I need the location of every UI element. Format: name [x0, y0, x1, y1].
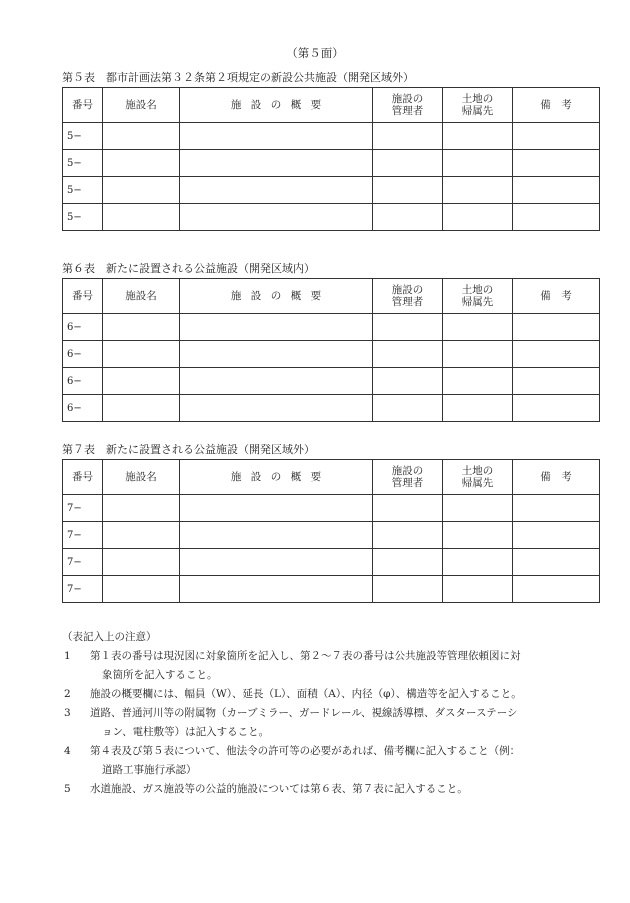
- table-7: [62, 459, 600, 603]
- table-row: [63, 549, 600, 576]
- cell-summary[interactable]: [180, 314, 373, 341]
- table-7-title: 第７表 新たに設置される公益施設（開発区域外）: [62, 443, 315, 456]
- cell-name[interactable]: [103, 495, 180, 522]
- cell-land[interactable]: [443, 495, 513, 522]
- table-6: [62, 278, 600, 422]
- cell-manager[interactable]: [373, 204, 443, 231]
- note-number: 1: [64, 650, 71, 662]
- cell-summary[interactable]: [180, 549, 373, 576]
- cell-manager[interactable]: [373, 368, 443, 395]
- cell-remarks[interactable]: [513, 368, 600, 395]
- cell-remarks[interactable]: [513, 341, 600, 368]
- cell-land[interactable]: [443, 150, 513, 177]
- cell-manager[interactable]: [373, 395, 443, 422]
- notes-title: （表記入上の注意）: [62, 631, 157, 643]
- cell-name[interactable]: [103, 395, 180, 422]
- col-header-no: 番号: [63, 279, 103, 314]
- row-number: 7−: [63, 549, 103, 576]
- table-row: [63, 395, 600, 422]
- cell-land[interactable]: [443, 576, 513, 603]
- table-5-title: 第５表 都市計画法第３２条第２項規定の新設公共施設（開発区域外）: [62, 71, 414, 84]
- cell-name[interactable]: [103, 341, 180, 368]
- cell-manager[interactable]: [373, 341, 443, 368]
- note-text: 水道施設、ガス施設等の公益的施設については第６表、第７表に記入すること。: [90, 783, 468, 795]
- note-text: 第１表の番号は現況図に対象箇所を記入し、第２～７表の番号は公共施設等管理依頼図に対 象箇所を記入すること。: [90, 650, 521, 681]
- col-header-manager: 施設の 管理者: [373, 279, 443, 314]
- table-row: [63, 177, 600, 204]
- cell-land[interactable]: [443, 395, 513, 422]
- note-text: 施設の概要欄には、幅員（W）、延長（L）、面積（A）、内径（φ）、構造等を記入すること。: [90, 688, 522, 700]
- cell-land[interactable]: [443, 314, 513, 341]
- row-number: 7−: [63, 576, 103, 603]
- row-number: 6−: [63, 314, 103, 341]
- header-row: [63, 279, 600, 314]
- row-number: 6−: [63, 341, 103, 368]
- cell-summary[interactable]: [180, 495, 373, 522]
- cell-name[interactable]: [103, 522, 180, 549]
- cell-name[interactable]: [103, 150, 180, 177]
- cell-remarks[interactable]: [513, 522, 600, 549]
- col-header-summary: 施設の概要: [180, 460, 373, 495]
- cell-name[interactable]: [103, 368, 180, 395]
- cell-land[interactable]: [443, 123, 513, 150]
- row-number: 6−: [63, 395, 103, 422]
- col-header-no: 番号: [63, 460, 103, 495]
- note-item: [62, 742, 587, 780]
- table-7-section: [62, 443, 599, 603]
- cell-remarks[interactable]: [513, 204, 600, 231]
- table-6-title: 第６表 新たに設置される公益施設（開発区域内）: [62, 262, 315, 275]
- col-header-name: 施設名: [103, 88, 180, 123]
- cell-land[interactable]: [443, 368, 513, 395]
- note-number: 2: [64, 688, 71, 700]
- cell-summary[interactable]: [180, 123, 373, 150]
- cell-manager[interactable]: [373, 177, 443, 204]
- table-6-section: [62, 262, 599, 422]
- note-number: 5: [64, 783, 71, 795]
- cell-remarks[interactable]: [513, 549, 600, 576]
- cell-remarks[interactable]: [513, 495, 600, 522]
- cell-remarks[interactable]: [513, 576, 600, 603]
- cell-manager[interactable]: [373, 495, 443, 522]
- table-row: [63, 150, 600, 177]
- table-row: [63, 341, 600, 368]
- header-row: [63, 460, 600, 495]
- row-number: 5−: [63, 177, 103, 204]
- row-number: 5−: [63, 123, 103, 150]
- note-text: 道路、普通河川等の附属物（カーブミラー、ガードレール、視線誘導標、ダスターステーシ ョン、電柱敷等）は記入すること。: [90, 707, 518, 738]
- table-row: [63, 314, 600, 341]
- notes-section: [62, 628, 587, 799]
- cell-name[interactable]: [103, 204, 180, 231]
- row-number: 7−: [63, 495, 103, 522]
- cell-name[interactable]: [103, 177, 180, 204]
- note-item: [62, 647, 587, 685]
- cell-land[interactable]: [443, 549, 513, 576]
- row-number: 7−: [63, 522, 103, 549]
- page-label: （第５面）: [286, 46, 344, 60]
- cell-land[interactable]: [443, 204, 513, 231]
- row-number: 6−: [63, 368, 103, 395]
- cell-manager[interactable]: [373, 522, 443, 549]
- note-text: 第４表及び第５表について、他法令の許可等の必要があれば、備考欄に記入すること（例： 道路工事施行承認）: [90, 745, 521, 776]
- cell-manager[interactable]: [373, 150, 443, 177]
- col-header-name: 施設名: [103, 460, 180, 495]
- table-row: [63, 123, 600, 150]
- col-header-land: 土地の 帰属先: [443, 279, 513, 314]
- table-row: [63, 204, 600, 231]
- cell-summary[interactable]: [180, 150, 373, 177]
- note-item: [62, 780, 587, 799]
- table-row: [63, 368, 600, 395]
- cell-remarks[interactable]: [513, 395, 600, 422]
- row-number: 5−: [63, 150, 103, 177]
- table-5: [62, 87, 600, 231]
- cell-remarks[interactable]: [513, 177, 600, 204]
- col-header-remarks: 備考: [513, 279, 600, 314]
- cell-manager[interactable]: [373, 549, 443, 576]
- table-5-section: [62, 71, 599, 231]
- header-row: [63, 88, 600, 123]
- note-item: [62, 685, 587, 704]
- col-header-summary: 施設の概要: [180, 88, 373, 123]
- col-header-manager: 施設の 管理者: [373, 460, 443, 495]
- note-number: 3: [64, 707, 71, 719]
- col-header-remarks: 備考: [513, 88, 600, 123]
- note-item: [62, 704, 587, 742]
- note-number: 4: [64, 745, 71, 757]
- cell-land[interactable]: [443, 522, 513, 549]
- cell-remarks[interactable]: [513, 314, 600, 341]
- cell-name[interactable]: [103, 576, 180, 603]
- col-header-no: 番号: [63, 88, 103, 123]
- col-header-manager: 施設の 管理者: [373, 88, 443, 123]
- cell-land[interactable]: [443, 341, 513, 368]
- table-row: [63, 576, 600, 603]
- cell-manager[interactable]: [373, 123, 443, 150]
- cell-summary[interactable]: [180, 177, 373, 204]
- cell-name[interactable]: [103, 314, 180, 341]
- col-header-summary: 施設の概要: [180, 279, 373, 314]
- cell-manager[interactable]: [373, 576, 443, 603]
- col-header-land: 土地の 帰属先: [443, 460, 513, 495]
- cell-land[interactable]: [443, 177, 513, 204]
- cell-summary[interactable]: [180, 341, 373, 368]
- cell-name[interactable]: [103, 123, 180, 150]
- col-header-remarks: 備考: [513, 460, 600, 495]
- table-row: [63, 522, 600, 549]
- cell-manager[interactable]: [373, 314, 443, 341]
- cell-summary[interactable]: [180, 522, 373, 549]
- cell-summary[interactable]: [180, 576, 373, 603]
- col-header-land: 土地の 帰属先: [443, 88, 513, 123]
- cell-summary[interactable]: [180, 204, 373, 231]
- cell-summary[interactable]: [180, 395, 373, 422]
- row-number: 5−: [63, 204, 103, 231]
- col-header-name: 施設名: [103, 279, 180, 314]
- table-row: [63, 495, 600, 522]
- cell-summary[interactable]: [180, 368, 373, 395]
- cell-remarks[interactable]: [513, 150, 600, 177]
- cell-name[interactable]: [103, 549, 180, 576]
- cell-remarks[interactable]: [513, 123, 600, 150]
